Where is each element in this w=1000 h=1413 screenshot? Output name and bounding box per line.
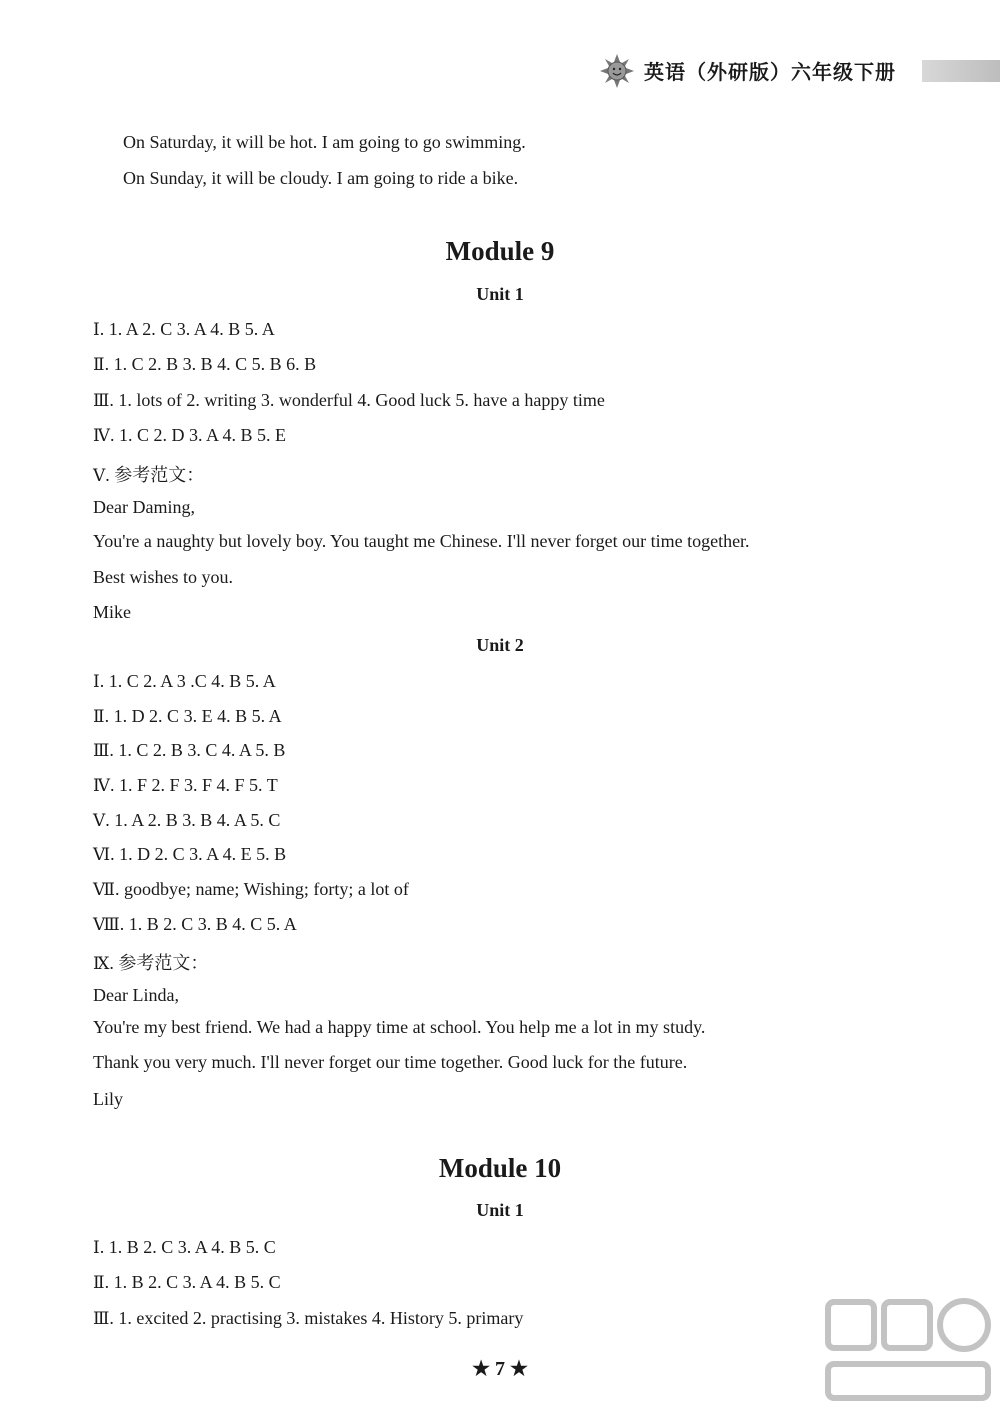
header-title: 英语（外研版）六年级下册: [644, 60, 896, 84]
module-9-unit-1-title: Unit 1: [476, 284, 524, 304]
m9u1-answer-1: Ⅰ. 1. A 2. C 3. A 4. B 5. A: [93, 319, 275, 340]
m9u2-essay-line-1: Dear Linda,: [93, 985, 179, 1005]
m9u1-answer-4: Ⅳ. 1. C 2. D 3. A 4. B 5. E: [93, 425, 287, 446]
m9u1-essay-line-2: You're a naughty but lovely boy. You taught me Chinese. I'll never forget our time together.: [93, 531, 750, 551]
intro-line-2: On Sunday, it will be cloudy. I am going to ride a bike.: [123, 168, 519, 188]
module-9-title: Module 9: [445, 236, 555, 266]
m10u1-answer-2: Ⅱ. 1. B 2. C 3. A 4. B 5. C: [93, 1272, 281, 1293]
m10u1-answer-3: Ⅲ. 1. excited 2. practising 3. mistakes 4. History 5. primary: [93, 1308, 524, 1329]
watermark-logo: [818, 1290, 998, 1410]
m9u2-essay-line-2: You're my best friend. We had a happy time at school. You help me a lot in my study.: [93, 1017, 706, 1037]
m9u1-answer-2: Ⅱ. 1. C 2. B 3. B 4. C 5. B 6. B: [93, 354, 317, 375]
m9u2-essay-line-3: Thank you very much. I'll never forget our time together. Good luck for the future.: [93, 1052, 688, 1072]
m9u2-answer-3: Ⅲ. 1. C 2. B 3. C 4. A 5. B: [93, 740, 286, 761]
sun-icon: [600, 54, 634, 88]
m9u2-answer-1: Ⅰ. 1. C 2. A 3 .C 4. B 5. A: [93, 671, 276, 692]
header-bar: [922, 60, 1000, 82]
m9u1-essay-line-1: Dear Daming,: [93, 497, 195, 517]
m9u2-answer-6: Ⅵ. 1. D 2. C 3. A 4. E 5. B: [93, 844, 287, 865]
page-number: ★ 7 ★: [472, 1358, 528, 1380]
module-9-unit-2-title: Unit 2: [476, 635, 524, 655]
m9u1-essay-line-4: Mike: [93, 602, 131, 622]
m9u2-answer-4: Ⅳ. 1. F 2. F 3. F 4. F 5. T: [93, 775, 278, 796]
module-10-unit-1-title: Unit 1: [476, 1200, 524, 1220]
intro-line-1: On Saturday, it will be hot. I am going to go swimming.: [123, 132, 526, 152]
page-header: [600, 52, 1000, 88]
m9u2-answer-5: Ⅴ. 1. A 2. B 3. B 4. A 5. C: [93, 810, 281, 831]
m9u2-answer-9: Ⅸ. 参考范文：: [93, 953, 209, 974]
m9u2-essay-line-4: Lily: [93, 1089, 123, 1109]
m9u1-essay-line-3: Best wishes to you.: [93, 567, 234, 587]
module-10-title: Module 10: [438, 1153, 562, 1183]
m9u1-answer-5: Ⅴ. 参考范文：: [93, 465, 205, 486]
m10u1-answer-1: Ⅰ. 1. B 2. C 3. A 4. B 5. C: [93, 1237, 276, 1258]
m9u1-answer-3: Ⅲ. 1. lots of 2. writing 3. wonderful 4. Good luck 5. have a happy time: [93, 390, 605, 411]
m9u2-answer-7: Ⅶ. goodbye; name; Wishing; forty; a lot of: [93, 879, 409, 900]
m9u2-answer-8: Ⅷ. 1. B 2. C 3. B 4. C 5. A: [93, 914, 297, 935]
m9u2-answer-2: Ⅱ. 1. D 2. C 3. E 4. B 5. A: [93, 706, 282, 727]
